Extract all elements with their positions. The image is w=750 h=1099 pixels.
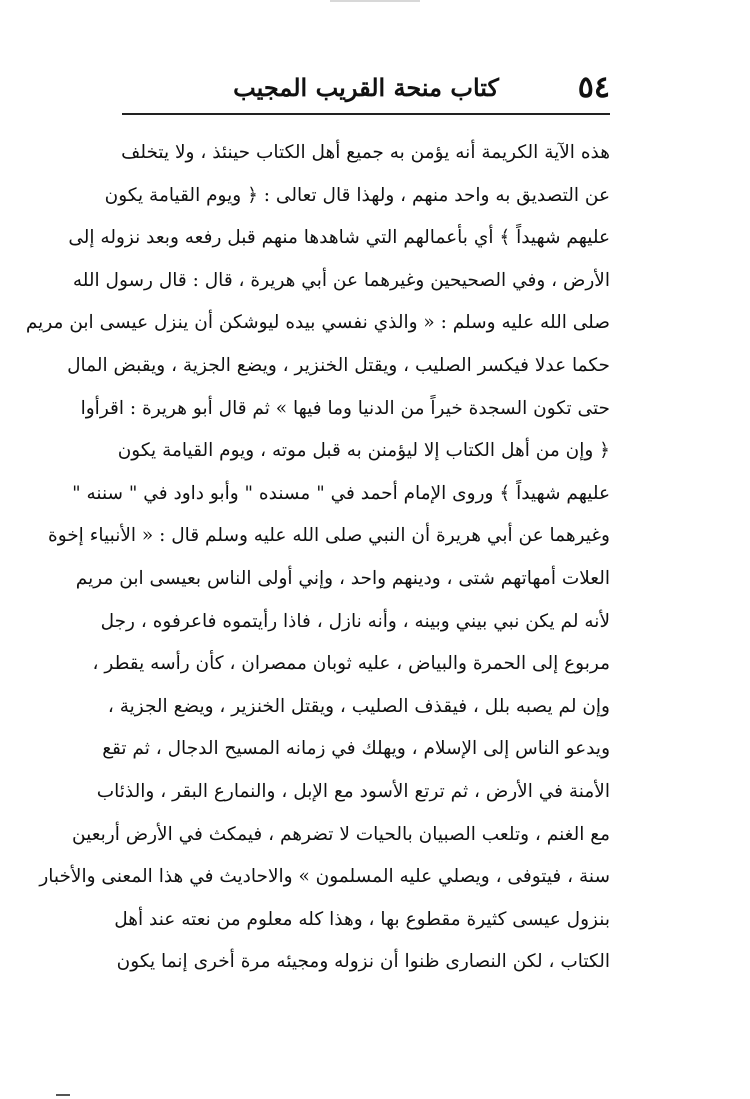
- text-line: سنة ، فيتوفى ، ويصلي عليه المسلمون » والاحاديث في هذا المعنى والأخبار: [39, 866, 610, 888]
- header-rule: [122, 113, 610, 115]
- text-line: حتى تكون السجدة خيراً من الدنيا وما فيها » ثم قال أبو هريرة : اقرأوا: [80, 397, 610, 419]
- scan-artifact-top: [330, 0, 420, 2]
- text-line: ويدعو الناس إلى الإسلام ، ويهلك في زمانه المسيح الدجال ، ثم تقع: [102, 738, 610, 760]
- text-line: مع الغنم ، وتلعب الصبيان بالحيات لا تضرهم ، فيمكث في الأرض أربعين: [72, 823, 610, 845]
- text-line: هذه الآية الكريمة أنه يؤمن به جميع أهل الكتاب حينئذ ، ولا يتخلف: [121, 142, 610, 163]
- text-line: عن التصديق به واحد منهم ، ولهذا قال تعالى : ﴿ ويوم القيامة يكون: [104, 184, 610, 206]
- text-line: الأرض ، وفي الصحيحين وغيرهما عن أبي هريرة ، قال : قال رسول الله: [72, 269, 610, 291]
- page-header: [122, 58, 610, 114]
- text-line: الأمنة في الأرض ، ثم ترتع الأسود مع الإبل ، والنمارع البقر ، والذئاب: [96, 780, 610, 802]
- body-text: [25, 132, 610, 984]
- page-number: ٥٤: [577, 70, 610, 105]
- text-line: صلى الله عليه وسلم : « والذي نفسي بيده ليوشكن أن ينزل عيسى ابن مريم: [25, 312, 610, 334]
- scan-artifact-bottom: [56, 1094, 70, 1096]
- text-line: وغيرهما عن أبي هريرة أن النبي صلى الله عليه وسلم قال : « الأنبياء إخوة: [48, 525, 610, 547]
- text-line: وإن لم يصبه بلل ، فيقذف الصليب ، ويقتل الخنزير ، ويضع الجزية ،: [107, 695, 610, 717]
- text-line: الكتاب ، لكن النصارى ظنوا أن نزوله ومجيئه مرة أخرى إنما يكون: [116, 951, 610, 973]
- text-line: مربوع إلى الحمرة والبياض ، عليه ثوبان ممصران ، كأن رأسه يقطر ،: [92, 653, 610, 675]
- text-line: بنزول عيسى كثيرة مقطوع بها ، وهذا كله معلوم من نعته عند أهل: [114, 908, 610, 930]
- running-title: كتاب منحة القريب المجيب: [233, 73, 499, 102]
- text-line: ﴿ وإن من أهل الكتاب إلا ليؤمنن به قبل موته ، ويوم القيامة يكون: [117, 440, 610, 462]
- text-line: حكما عدلا فيكسر الصليب ، ويقتل الخنزير ، ويضع الجزية ، ويقبض المال: [67, 354, 610, 376]
- text-line: عليهم شهيداً ﴾ أي بأعمالهم التي شاهدها منهم قبل رفعه وبعد نزوله إلى: [68, 227, 610, 249]
- text-line: العلات أمهاتهم شتى ، ودينهم واحد ، وإني أولى الناس بعيسى ابن مريم: [75, 567, 610, 589]
- text-line: عليهم شهيداً ﴾ وروى الإمام أحمد في " مسنده " وأبو داود في " سننه ": [72, 482, 610, 504]
- text-line: لأنه لم يكن نبي بيني وبينه ، وأنه نازل ، فاذا رأيتموه فاعرفوه ، رجل: [100, 610, 610, 632]
